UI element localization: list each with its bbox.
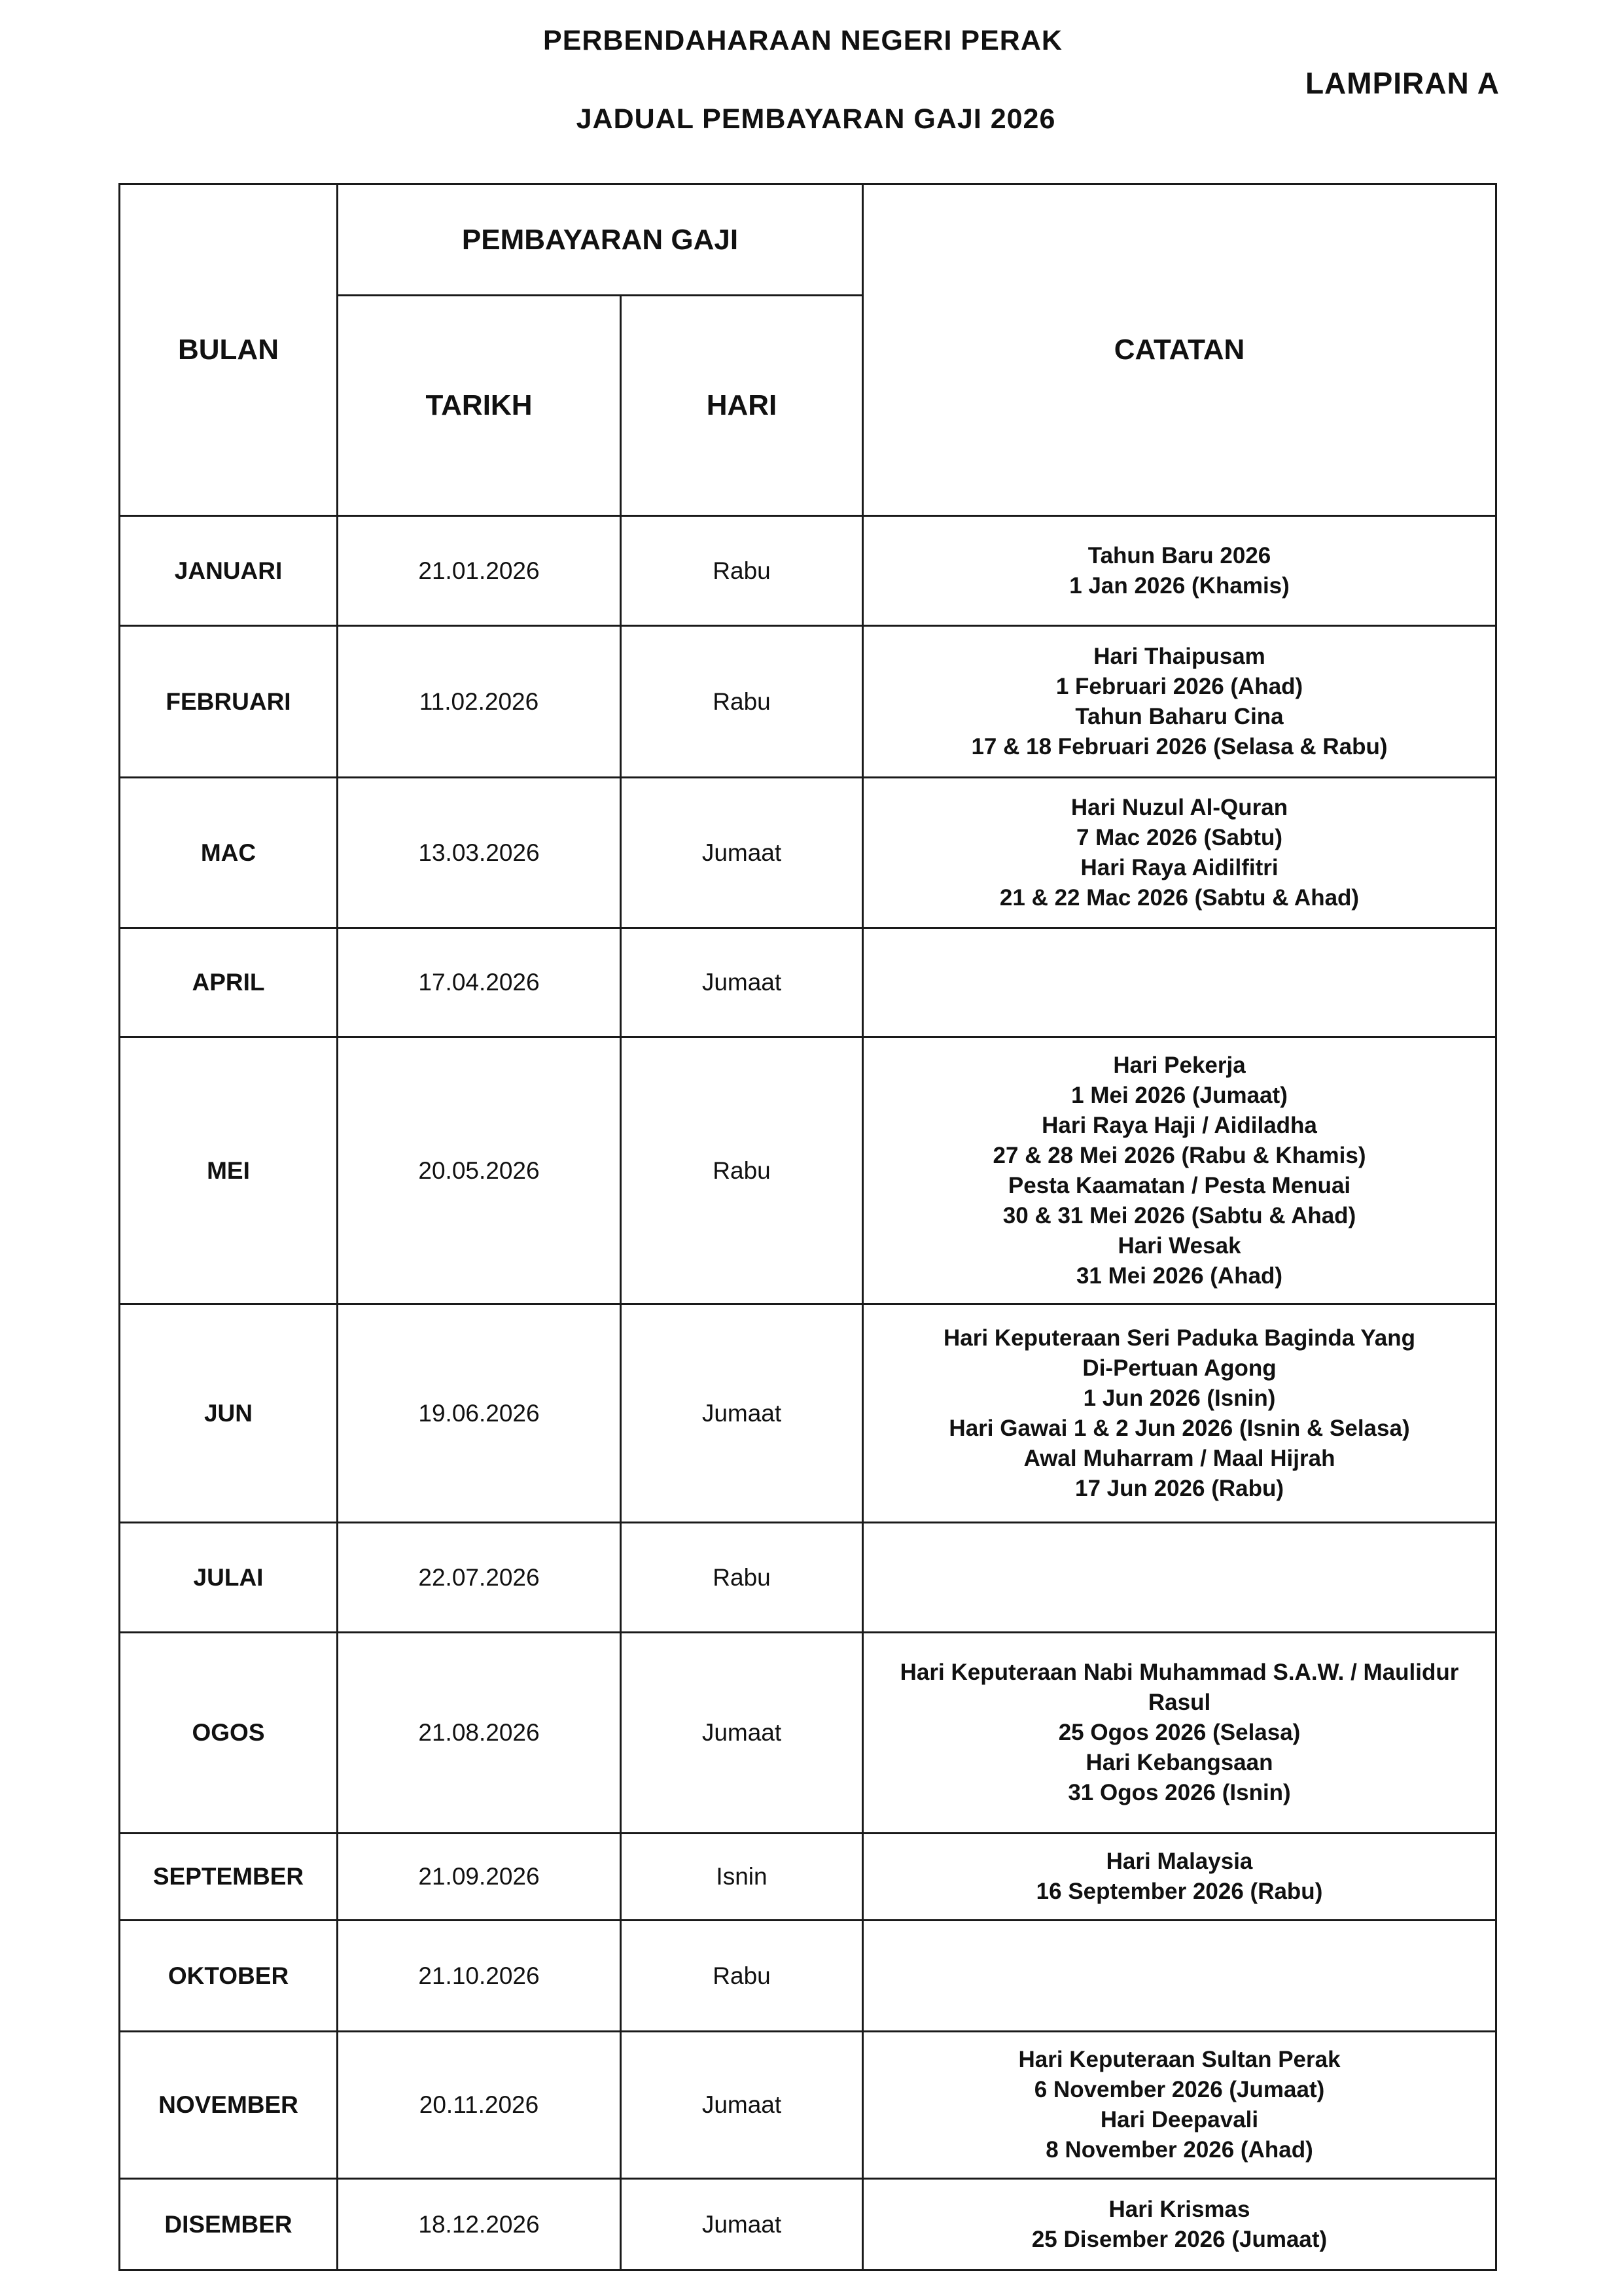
table-row xyxy=(120,928,1496,1037)
cell-tarikh: 17.04.2026 xyxy=(338,928,621,1037)
cell-bulan: OGOS xyxy=(120,1633,338,1834)
catatan-line: Hari Wesak xyxy=(1118,1232,1241,1259)
catatan-line: 1 Jan 2026 (Khamis) xyxy=(1069,572,1290,599)
catatan-line: 30 & 31 Mei 2026 (Sabtu & Ahad) xyxy=(1002,1202,1356,1228)
catatan-line: 1 Februari 2026 (Ahad) xyxy=(1055,673,1303,699)
catatan-line: Di-Pertuan Agong xyxy=(1082,1355,1277,1381)
cell-catatan xyxy=(863,1834,1496,1921)
catatan-line: Rasul xyxy=(1148,1690,1211,1715)
cell-bulan: MAC xyxy=(120,778,338,928)
annex-label: LAMPIRAN A xyxy=(1305,66,1500,100)
cell-catatan xyxy=(863,2179,1496,2270)
catatan-line: 1 Jun 2026 (Isnin) xyxy=(1083,1385,1276,1411)
table-row xyxy=(120,1633,1496,1834)
header-hari: HARI xyxy=(621,296,863,516)
salary-schedule-table xyxy=(118,183,1497,2271)
catatan-line: Tahun Baharu Cina xyxy=(1075,703,1284,729)
table-body xyxy=(120,516,1496,2270)
cell-hari: Isnin xyxy=(621,1834,863,1921)
cell-hari: Rabu xyxy=(621,1523,863,1633)
table-row xyxy=(120,1523,1496,1633)
table-row xyxy=(120,2179,1496,2270)
header-bulan: BULAN xyxy=(120,184,338,516)
cell-bulan: MEI xyxy=(120,1037,338,1304)
cell-catatan xyxy=(863,928,1496,1037)
catatan-line: Awal Muharram / Maal Hijrah xyxy=(1023,1445,1335,1471)
cell-tarikh: 19.06.2026 xyxy=(338,1304,621,1523)
catatan-line: Hari Nuzul Al-Quran xyxy=(1070,794,1288,820)
catatan-line: 25 Ogos 2026 (Selasa) xyxy=(1058,1720,1301,1745)
catatan-line: Hari Raya Haji / Aidiladha xyxy=(1042,1112,1317,1138)
table-row xyxy=(120,1037,1496,1304)
cell-hari: Jumaat xyxy=(621,1633,863,1834)
catatan-line: Hari Keputeraan Seri Paduka Baginda Yang xyxy=(944,1325,1416,1351)
cell-tarikh: 21.08.2026 xyxy=(338,1633,621,1834)
cell-tarikh: 11.02.2026 xyxy=(338,626,621,778)
cell-hari: Jumaat xyxy=(621,778,863,928)
cell-catatan xyxy=(863,1633,1496,1834)
cell-tarikh: 21.01.2026 xyxy=(338,516,621,626)
catatan-line: Pesta Kaamatan / Pesta Menuai xyxy=(1008,1172,1351,1198)
header-tarikh: TARIKH xyxy=(338,296,621,516)
catatan-line: Hari Keputeraan Sultan Perak xyxy=(1018,2047,1341,2072)
catatan-line: Hari Deepavali xyxy=(1100,2107,1259,2132)
table-row xyxy=(120,626,1496,778)
cell-bulan: NOVEMBER xyxy=(120,2032,338,2179)
cell-hari: Rabu xyxy=(621,516,863,626)
table-row xyxy=(120,1921,1496,2032)
cell-tarikh: 21.10.2026 xyxy=(338,1921,621,2032)
table-row xyxy=(120,1834,1496,1921)
cell-tarikh: 22.07.2026 xyxy=(338,1523,621,1633)
cell-bulan: APRIL xyxy=(120,928,338,1037)
table-row xyxy=(120,1304,1496,1523)
catatan-line: 7 Mac 2026 (Sabtu) xyxy=(1076,824,1283,850)
cell-hari: Rabu xyxy=(621,626,863,778)
catatan-line: 27 & 28 Mei 2026 (Rabu & Khamis) xyxy=(993,1142,1366,1168)
table-row xyxy=(120,516,1496,626)
cell-tarikh: 20.11.2026 xyxy=(338,2032,621,2179)
cell-hari: Jumaat xyxy=(621,1304,863,1523)
cell-bulan: JUN xyxy=(120,1304,338,1523)
cell-catatan xyxy=(863,2032,1496,2179)
cell-hari: Jumaat xyxy=(621,928,863,1037)
catatan-line: Hari Kebangsaan xyxy=(1086,1750,1273,1775)
table-row xyxy=(120,2032,1496,2179)
cell-tarikh: 20.05.2026 xyxy=(338,1037,621,1304)
cell-catatan xyxy=(863,1304,1496,1523)
catatan-line: 31 Mei 2026 (Ahad) xyxy=(1076,1262,1283,1289)
catatan-line: Hari Gawai 1 & 2 Jun 2026 (Isnin & Selasa) xyxy=(949,1415,1410,1441)
cell-tarikh: 18.12.2026 xyxy=(338,2179,621,2270)
cell-bulan: OKTOBER xyxy=(120,1921,338,2032)
cell-catatan xyxy=(863,626,1496,778)
catatan-line: Hari Keputeraan Nabi Muhammad S.A.W. / Maulidur xyxy=(900,1660,1459,1685)
catatan-line: 6 November 2026 (Jumaat) xyxy=(1034,2077,1325,2102)
cell-catatan xyxy=(863,1037,1496,1304)
cell-tarikh: 13.03.2026 xyxy=(338,778,621,928)
document-title: PERBENDAHARAAN NEGERI PERAK xyxy=(543,25,1063,56)
header-pembayaran-gaji: PEMBAYARAN GAJI xyxy=(338,184,863,296)
catatan-line: Tahun Baru 2026 xyxy=(1087,542,1271,568)
cell-hari: Rabu xyxy=(621,1037,863,1304)
cell-catatan xyxy=(863,1921,1496,2032)
catatan-line: 21 & 22 Mac 2026 (Sabtu & Ahad) xyxy=(999,884,1360,911)
catatan-line: 8 November 2026 (Ahad) xyxy=(1046,2137,1313,2163)
catatan-line: 1 Mei 2026 (Jumaat) xyxy=(1071,1082,1288,1108)
catatan-line: 25 Disember 2026 (Jumaat) xyxy=(1031,2226,1328,2252)
header-catatan: CATATAN xyxy=(863,184,1496,516)
cell-catatan xyxy=(863,516,1496,626)
cell-hari: Jumaat xyxy=(621,2032,863,2179)
catatan-line: Hari Malaysia xyxy=(1106,1849,1253,1874)
cell-tarikh: 21.09.2026 xyxy=(338,1834,621,1921)
catatan-line: 17 Jun 2026 (Rabu) xyxy=(1075,1475,1284,1501)
table-row xyxy=(120,778,1496,928)
cell-bulan: JULAI xyxy=(120,1523,338,1633)
catatan-line: Hari Raya Aidilfitri xyxy=(1080,854,1279,880)
cell-bulan: FEBRUARI xyxy=(120,626,338,778)
catatan-line: 17 & 18 Februari 2026 (Selasa & Rabu) xyxy=(971,733,1388,759)
cell-catatan xyxy=(863,778,1496,928)
catatan-line: Hari Thaipusam xyxy=(1093,643,1265,669)
cell-bulan: DISEMBER xyxy=(120,2179,338,2270)
catatan-line: Hari Pekerja xyxy=(1113,1052,1246,1078)
cell-hari: Rabu xyxy=(621,1921,863,2032)
cell-catatan xyxy=(863,1523,1496,1633)
document-subtitle: JADUAL PEMBAYARAN GAJI 2026 xyxy=(576,103,1056,135)
cell-hari: Jumaat xyxy=(621,2179,863,2270)
catatan-line: Hari Krismas xyxy=(1108,2196,1250,2222)
catatan-line: 16 September 2026 (Rabu) xyxy=(1036,1879,1323,1904)
cell-bulan: JANUARI xyxy=(120,516,338,626)
cell-bulan: SEPTEMBER xyxy=(120,1834,338,1921)
catatan-line: 31 Ogos 2026 (Isnin) xyxy=(1068,1780,1291,1805)
